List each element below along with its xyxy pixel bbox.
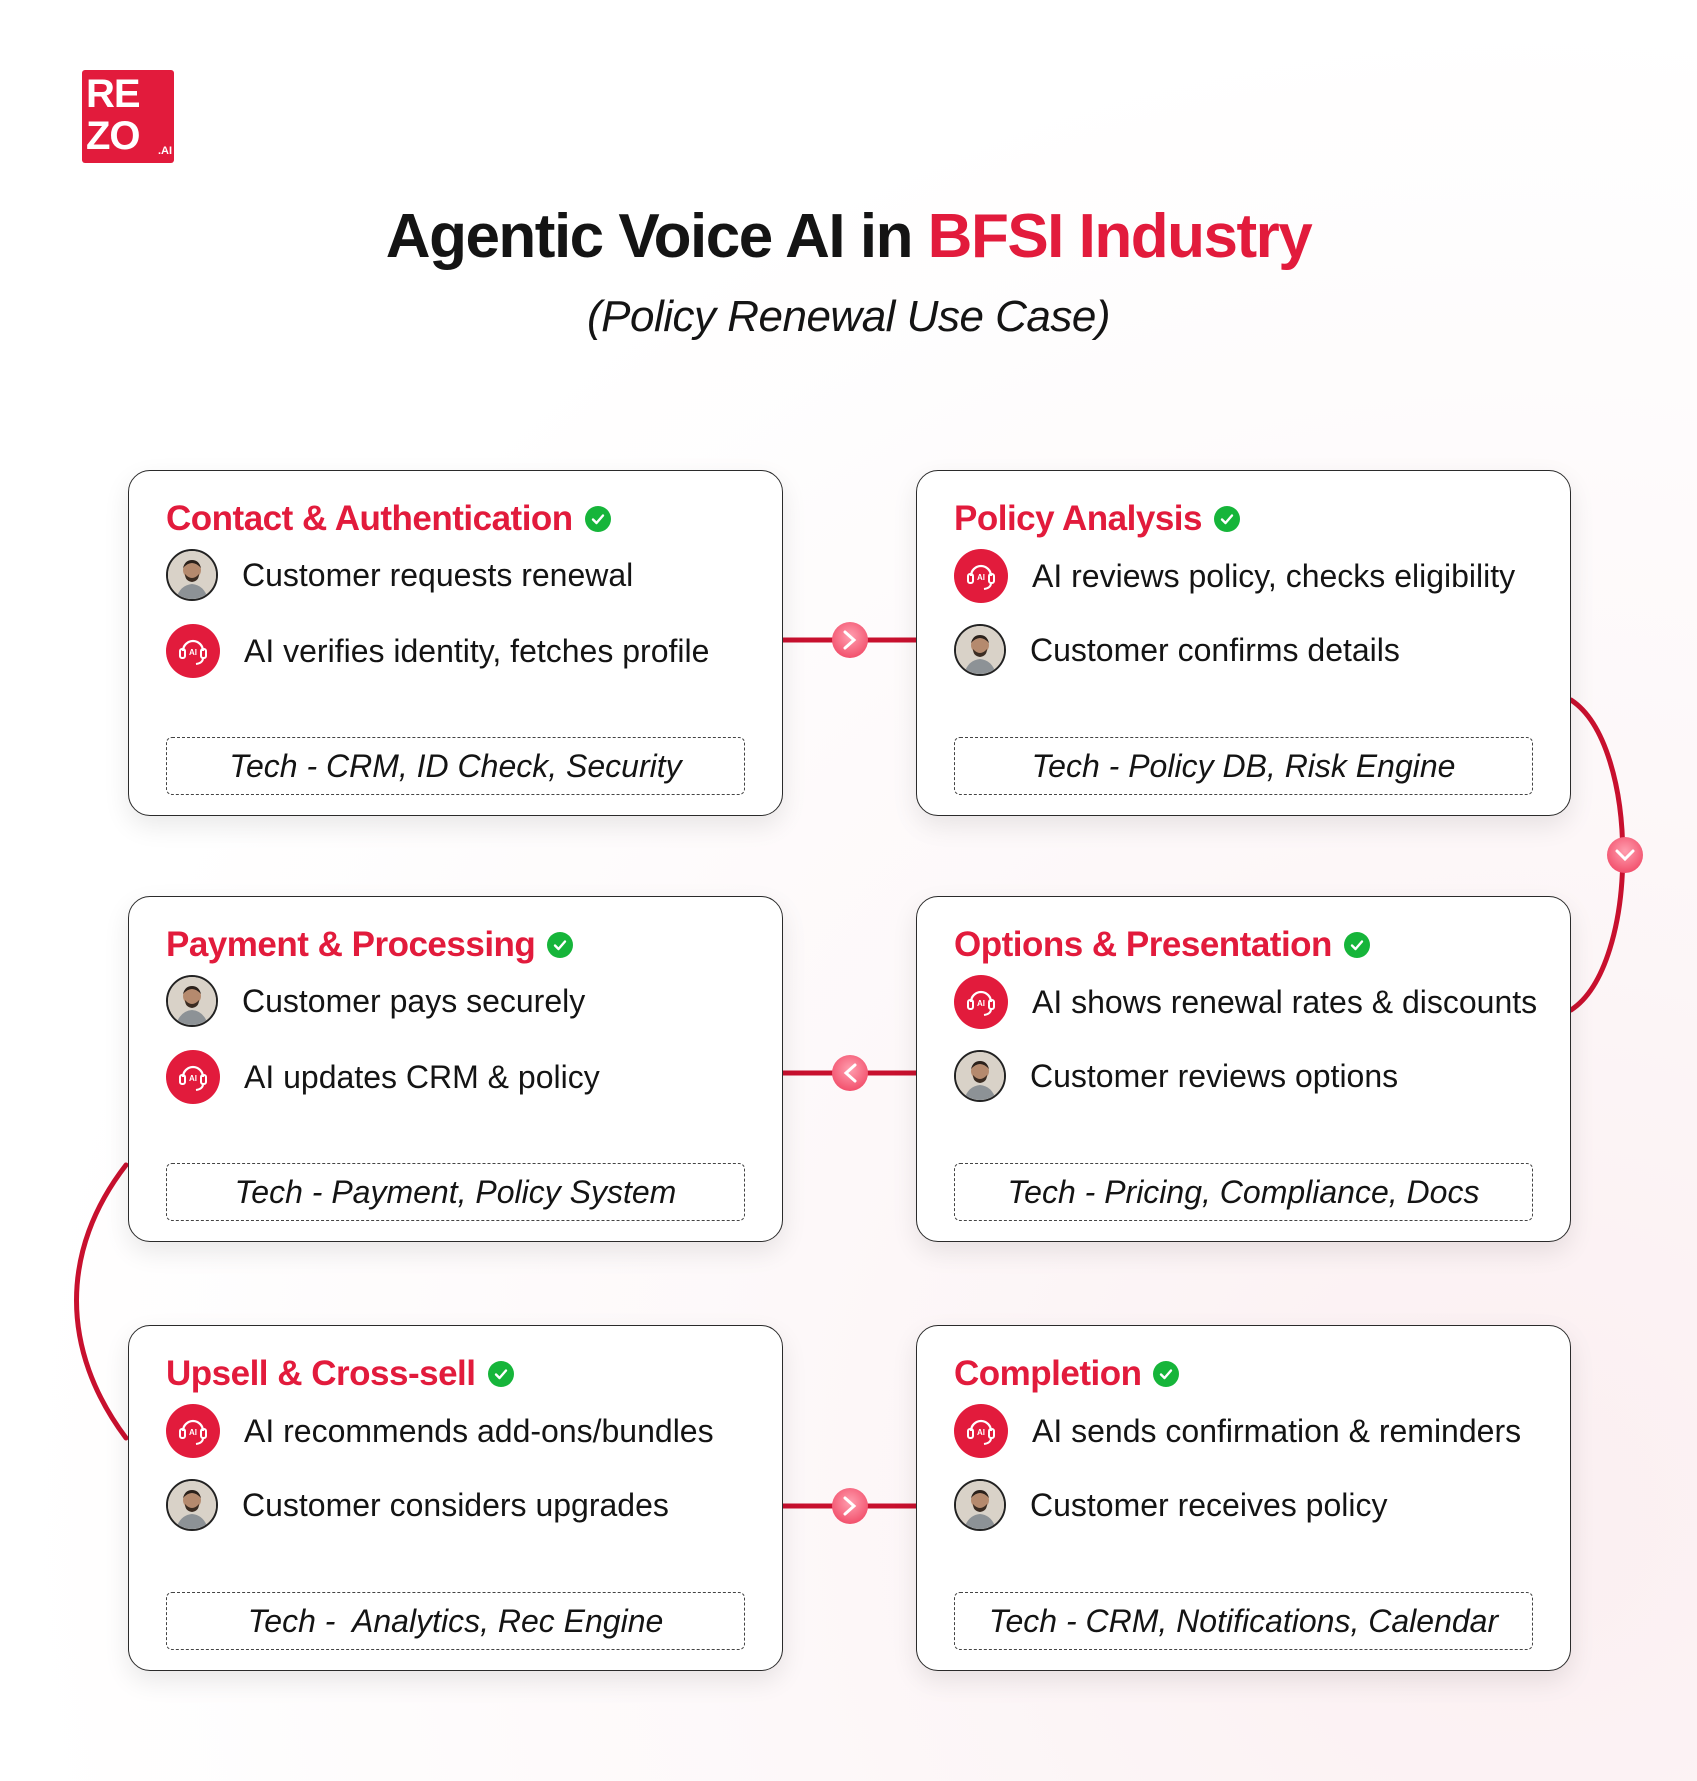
step-row [954, 1479, 1387, 1531]
step-row [166, 1050, 600, 1104]
step-title-text: Upsell & Cross-sell [166, 1354, 476, 1393]
chevron-icon [832, 1055, 868, 1091]
step-title-text: Options & Presentation [954, 925, 1332, 964]
step-item-text: Customer confirms details [1030, 631, 1400, 668]
step-item-text: AI reviews policy, checks eligibility [1032, 557, 1516, 594]
title-main: Agentic Voice AI in [385, 202, 928, 271]
ai-headset-icon [166, 624, 220, 678]
ai-headset-icon [954, 975, 1008, 1029]
step-title [166, 1354, 514, 1394]
logo-suffix: .AI [157, 145, 172, 157]
title-accent: BFSI Industry [927, 202, 1312, 271]
customer-avatar-icon [954, 1479, 1006, 1531]
step-item-text: AI sends confirmation & reminders [1032, 1412, 1522, 1449]
customer-avatar-icon [166, 975, 218, 1027]
step-title [954, 925, 1370, 965]
customer-avatar-icon [954, 624, 1006, 676]
svg-text:AI: AI [977, 1428, 985, 1437]
check-circle-icon [488, 1361, 514, 1387]
chevron-icon [1607, 837, 1643, 873]
step-title [166, 499, 611, 539]
step-row [954, 975, 1537, 1029]
tech-stack-box: Tech - Pricing, Compliance, Docs [954, 1163, 1533, 1221]
chevron-icon [832, 1488, 868, 1524]
step-title-text: Contact & Authentication [166, 499, 573, 538]
tech-stack-box: Tech - Analytics, Rec Engine [166, 1592, 745, 1650]
tech-stack-box: Tech - CRM, Notifications, Calendar [954, 1592, 1533, 1650]
connector-4-5 [77, 1165, 127, 1438]
check-circle-icon [1344, 932, 1370, 958]
step-row [166, 624, 709, 678]
step-title [954, 499, 1240, 539]
customer-avatar-icon [954, 1050, 1006, 1102]
step-item-text: Customer reviews options [1030, 1057, 1399, 1094]
step-item-text: Customer receives policy [1030, 1486, 1388, 1523]
step-item-text: AI shows renewal rates & discounts [1032, 983, 1538, 1020]
step-row [954, 1050, 1398, 1102]
step-card-5 [128, 1325, 783, 1671]
step-item-text: AI recommends add-ons/bundles [244, 1412, 714, 1449]
step-row [166, 975, 585, 1027]
step-row [166, 1404, 714, 1458]
check-circle-icon [1153, 1361, 1179, 1387]
step-card-1 [128, 470, 783, 816]
step-item-text: Customer considers upgrades [242, 1486, 669, 1523]
step-title-text: Policy Analysis [954, 499, 1202, 538]
step-card-4 [128, 896, 783, 1242]
ai-headset-icon [166, 1404, 220, 1458]
step-row [166, 1479, 669, 1531]
step-card-2 [916, 470, 1571, 816]
svg-text:AI: AI [189, 648, 197, 657]
check-circle-icon [547, 932, 573, 958]
ai-headset-icon [954, 549, 1008, 603]
chevron-icon [832, 622, 868, 658]
svg-text:AI: AI [977, 573, 985, 582]
svg-text:AI: AI [189, 1428, 197, 1437]
step-item-text: Customer pays securely [242, 982, 586, 1019]
svg-text:AI: AI [977, 999, 985, 1008]
svg-text:AI: AI [189, 1074, 197, 1083]
logo-line-2: ZO [86, 114, 140, 158]
check-circle-icon [585, 506, 611, 532]
step-title-text: Payment & Processing [166, 925, 536, 964]
step-item-text: AI verifies identity, fetches profile [244, 632, 710, 669]
ai-headset-icon [166, 1050, 220, 1104]
tech-stack-box: Tech - Policy DB, Risk Engine [954, 737, 1533, 795]
customer-avatar-icon [166, 1479, 218, 1531]
customer-avatar-icon [166, 549, 218, 601]
step-card-3 [916, 896, 1571, 1242]
step-row [954, 1404, 1521, 1458]
step-item-text: Customer requests renewal [242, 556, 634, 593]
tech-stack-box: Tech - CRM, ID Check, Security [166, 737, 745, 795]
check-circle-icon [1214, 506, 1240, 532]
step-row [166, 549, 633, 601]
step-title-text: Completion [954, 1354, 1142, 1393]
step-item-text: AI updates CRM & policy [244, 1058, 600, 1095]
tech-stack-box: Tech - Payment, Policy System [166, 1163, 745, 1221]
step-row [954, 624, 1400, 676]
ai-headset-icon [954, 1404, 1008, 1458]
step-title [166, 925, 573, 965]
step-row [954, 549, 1515, 603]
step-title [954, 1354, 1179, 1394]
page-subtitle: (Policy Renewal Use Case) [586, 292, 1111, 341]
step-card-6 [916, 1325, 1571, 1671]
logo-line-1: RE [86, 72, 140, 116]
